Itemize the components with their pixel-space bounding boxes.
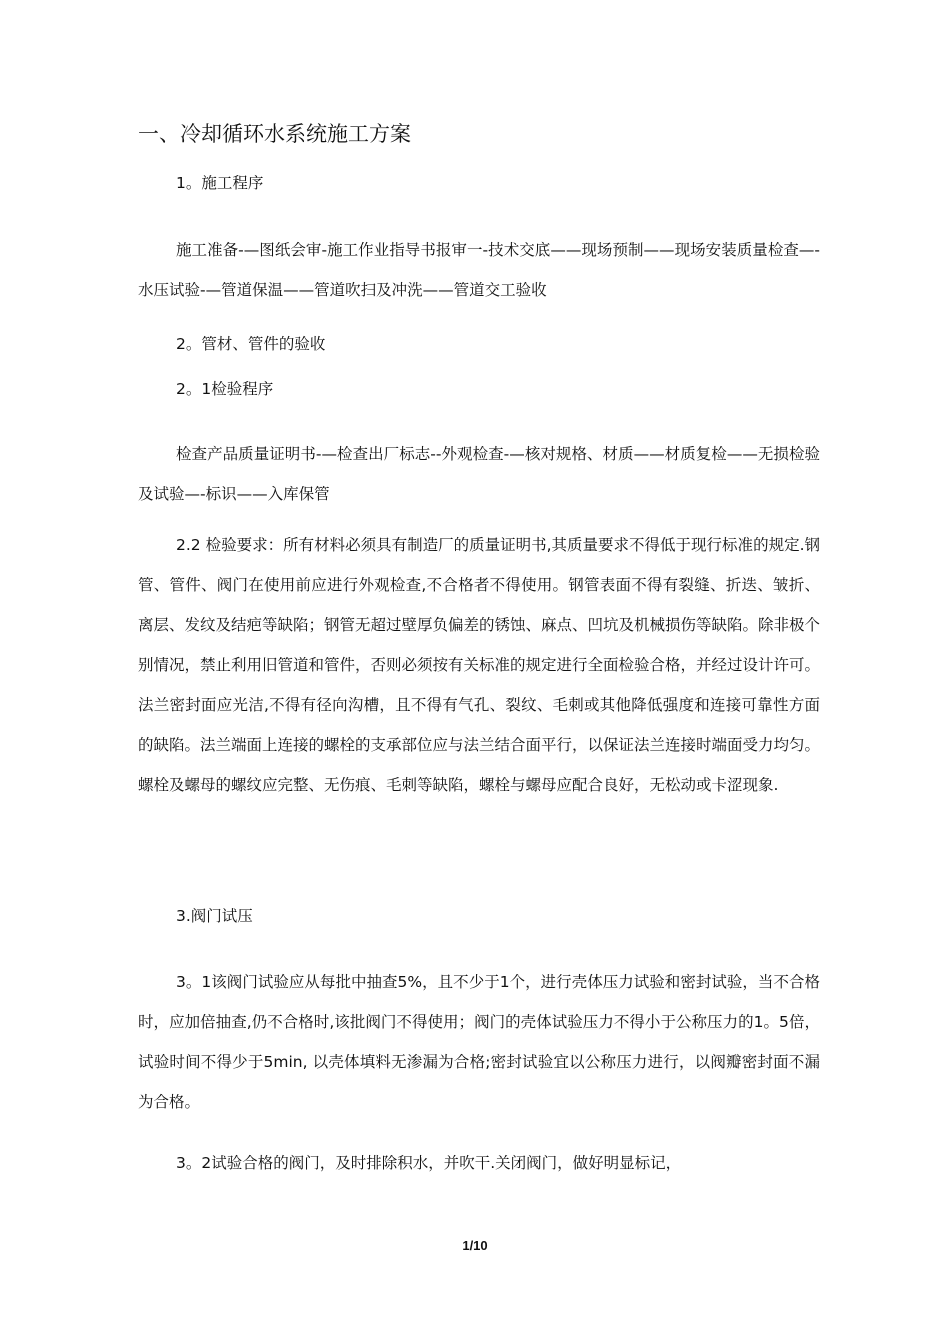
- section-2-1-inspection-flow: 检查产品质量证明书-—检查出厂标志--外观检查-—核对规格、材质——材质复检——无损检验及试验—-标识——入库保管: [138, 445, 820, 503]
- section-2-heading: 2。管材、管件的验收: [176, 335, 326, 353]
- section-2-2-inspection-requirements: 2.2 检验要求：所有材料必须具有制造厂的质量证明书,其质量要求不得低于现行标准的规定.钢管、管件、阀门在使用前应进行外观检查,不合格者不得使用。钢管表面不得有裂缝、折迭、皱折、离层、发纹及结疤等缺陷；钢管无超过壁厚负偏差的锈蚀、麻点、凹坑及机械损伤等缺陷。除非极个别情况，禁止利用旧管道和管件，否则必须按有关标准的规定进行全面检验合格，并经过设计许可。法兰密封面应光洁,不得有径向沟槽，且不得有气孔、裂纹、毛刺或其他降低强度和连接可靠性方面的缺陷。法兰端面上连接的螺栓的支承部位应与法兰结合面平行，以保证法兰连接时端面受力均匀。螺栓及螺母的螺纹应完整、无伤痕、毛刺等缺陷，螺栓与螺母应配合良好，无松动或卡涩现象.: [138, 536, 821, 794]
- section-3-1-valve-test: 3。1该阀门试验应从每批中抽查5%，且不少于1个，进行壳体压力试验和密封试验，当不合格时，应加倍抽查,仍不合格时,该批阀门不得使用；阀门的壳体试验压力不得小于公称压力的1。5倍，试验时间不得少于5min, 以壳体填料无渗漏为合格;密封试验宜以公称压力进行，以阀瓣密封面不漏为合格。: [138, 973, 820, 1111]
- document-title: 一、冷却循环水系统施工方案: [138, 122, 411, 146]
- section-1-procedure-flow: 施工准备-—图纸会审-施工作业指导书报审一-技术交底——现场预制——现场安装质量检查—-水压试验-—管道保温——管道吹扫及冲洗——管道交工验收: [138, 241, 820, 299]
- section-1-heading: 1。施工程序: [176, 174, 264, 192]
- section-2-1-heading: 2。1检验程序: [176, 380, 274, 398]
- section-3-2-after-test: 3。2试验合格的阀门，及时排除积水，并吹干.关闭阀门，做好明显标记，: [176, 1154, 682, 1172]
- page-number: 1/10: [462, 1238, 488, 1253]
- section-3-heading: 3.阀门试压: [176, 907, 253, 925]
